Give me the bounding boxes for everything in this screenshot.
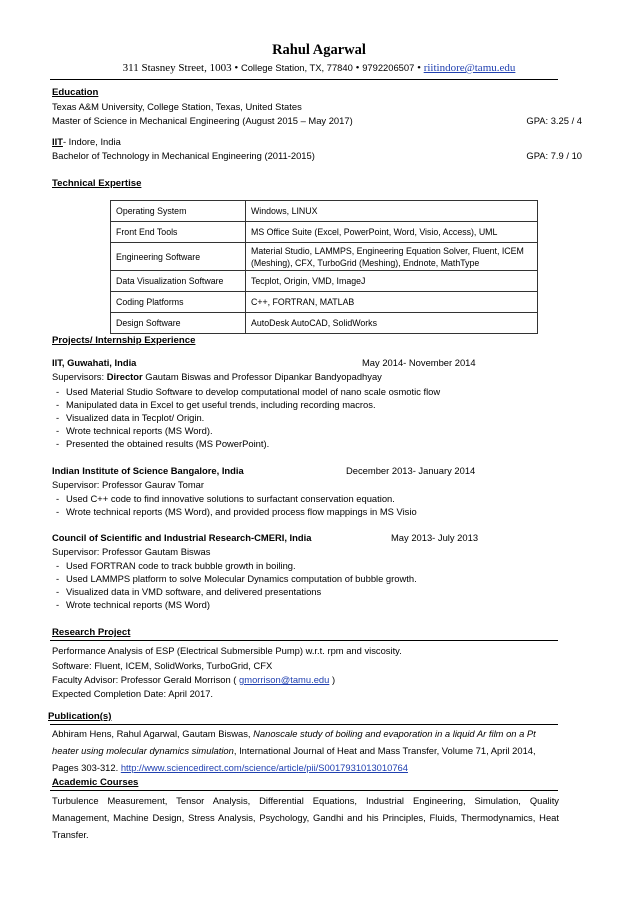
courses-divider <box>50 790 558 791</box>
research-heading: Research Project <box>52 627 131 638</box>
advisor-email-link[interactable]: gmorrison@tamu.edu <box>239 674 330 685</box>
list-item-text: Presented the obtained results (MS PowerPoint). <box>66 438 270 449</box>
street-address: 311 Stasney Street, 1003 <box>122 62 235 74</box>
advisor-label: Faculty Advisor: Professor Gerald Morrison ( <box>52 674 240 685</box>
dash-marker: - <box>56 506 60 517</box>
list-item <box>56 586 321 597</box>
skills-row <box>111 201 538 222</box>
projects-heading: Projects/ Internship Experience <box>52 335 196 346</box>
list-item <box>56 399 376 410</box>
skill-values: AutoDesk AutoCAD, SolidWorks <box>246 313 538 334</box>
iit-location: - Indore, India <box>62 136 121 147</box>
project-date: December 2013- January 2014 <box>346 465 476 476</box>
dash-marker: - <box>56 599 60 610</box>
iit-degree: Bachelor of Technology in Mechanical Engineering (2011-2015) <box>52 150 315 161</box>
tamu-gpa: GPA: 3.25 / 4 <box>526 115 582 126</box>
separator-dot: • <box>234 62 239 74</box>
dash-marker: - <box>56 493 60 504</box>
tamu-name: Texas A&M University, College Station, Texas, United States <box>52 101 302 112</box>
publication-title: Nanoscale study of boiling and evaporation in a liquid Ar film on a Pt heater using molecular dynamics simulation <box>52 728 536 756</box>
project-supervisor: Supervisor: Professor Gaurav Tomar <box>52 479 204 490</box>
skill-category: Design Software <box>111 313 246 334</box>
skill-values: Tecplot, Origin, VMD, ImageJ <box>246 271 538 292</box>
iit-gpa: GPA: 7.9 / 10 <box>526 150 582 161</box>
skill-values: Windows, LINUX <box>246 201 538 222</box>
list-item-text: Used FORTRAN code to track bubble growth in boiling. <box>66 560 296 571</box>
iit-abbr: IIT <box>52 136 63 147</box>
email-link[interactable]: riitindore@tamu.edu <box>423 62 516 74</box>
list-item-text: Manipulated data in Excel to get useful trends, including recording macros. <box>66 399 376 410</box>
candidate-name: Rahul Agarwal <box>272 42 366 58</box>
separator-dot: • <box>417 62 421 74</box>
skill-category: Coding Platforms <box>111 292 246 313</box>
dash-marker: - <box>56 586 60 597</box>
dash-marker: - <box>56 412 60 423</box>
advisor-close: ) <box>329 674 336 685</box>
list-item <box>56 573 417 584</box>
skill-values: C++, FORTRAN, MATLAB <box>246 292 538 313</box>
tamu-degree: Master of Science in Mechanical Engineering (August 2015 – May 2017) <box>52 115 353 126</box>
iit-indore-line <box>52 136 121 147</box>
research-software: Software: Fluent, ICEM, SolidWorks, TurboGrid, CFX <box>52 660 273 671</box>
list-item <box>56 560 296 571</box>
skill-values: Material Studio, LAMMPS, Engineering Equation Solver, Fluent, ICEM (Meshing), CFX, TurboGrid (Meshing), Endnote, MathType <box>246 243 538 271</box>
dash-marker: - <box>56 438 60 449</box>
skill-category: Front End Tools <box>111 222 246 243</box>
list-item-text: Used LAMMPS platform to solve Molecular Dynamics computation of bubble growth. <box>66 573 417 584</box>
supervisor-title: Director <box>106 371 143 382</box>
technical-heading: Technical Expertise <box>52 178 142 189</box>
phone-number: 9792206507 <box>362 62 415 73</box>
education-heading: Education <box>52 87 99 98</box>
courses-heading: Academic Courses <box>52 777 139 788</box>
separator-dot: • <box>355 62 360 74</box>
dash-marker: - <box>56 399 60 410</box>
list-item-text: Visualized data in VMD software, and delivered presentations <box>66 586 322 597</box>
skills-row <box>111 292 538 313</box>
publication-authors: Abhiram Hens, Rahul Agarwal, Gautam Biswas, <box>52 728 254 739</box>
courses-list: Turbulence Measurement, Tensor Analysis, Differential Equations, Industrial Engineering, Simulation, Quality Management, Machine Design, Stress Analysis, Psychology, Gandhi and his Principles, Fluids, Thermodynamics, Heat Transfer. <box>52 795 559 840</box>
city-address: College Station, TX, 77840 <box>240 62 353 73</box>
list-item <box>56 412 204 423</box>
research-title: Performance Analysis of ESP (Electrical Submersible Pump) w.r.t. rpm and viscosity. <box>52 645 402 656</box>
publication-url-link[interactable]: http://www.sciencedirect.com/science/article/pii/S0017931013010764 <box>120 762 408 773</box>
research-advisor <box>52 674 335 685</box>
skills-row <box>111 222 538 243</box>
research-completion: Expected Completion Date: April 2017. <box>52 688 214 699</box>
list-item-text: Wrote technical reports (MS Word). <box>66 425 213 436</box>
list-item <box>56 386 440 397</box>
list-item-text: Visualized data in Tecplot/ Origin. <box>66 412 205 423</box>
list-item <box>56 425 213 436</box>
dash-marker: - <box>56 425 60 436</box>
project-org: Indian Institute of Science Bangalore, India <box>52 465 244 476</box>
project-supervisor: Supervisor: Professor Gautam Biswas <box>52 546 211 557</box>
publication-heading: Publication(s) <box>48 711 112 722</box>
dash-marker: - <box>56 573 60 584</box>
list-item <box>56 493 395 504</box>
contact-line <box>0 62 638 74</box>
list-item <box>56 599 210 610</box>
supervisor-names: Gautam Biswas and Professor Dipankar Bandyopadhyay <box>142 371 382 382</box>
project-supervisors <box>52 371 382 382</box>
dash-marker: - <box>56 560 60 571</box>
skills-row <box>111 271 538 292</box>
project-date: May 2013- July 2013 <box>391 532 479 543</box>
publication-journal: , International Journal of Heat and Mass Transfer, Volume 71, April 2014, Pages 303-312. <box>52 745 536 773</box>
publication-citation <box>52 725 559 776</box>
skills-row <box>111 243 538 271</box>
skill-category: Operating System <box>111 201 246 222</box>
list-item-text: Wrote technical reports (MS Word), and provided process flow mappings in MS Visio <box>66 506 417 517</box>
list-item <box>56 438 269 449</box>
list-item-text: Wrote technical reports (MS Word) <box>66 599 210 610</box>
header-divider <box>50 79 558 80</box>
skills-table <box>110 200 538 334</box>
skill-values: MS Office Suite (Excel, PowerPoint, Word, Visio, Access), UML <box>246 222 538 243</box>
skill-category: Data Visualization Software <box>111 271 246 292</box>
dash-marker: - <box>56 386 60 397</box>
project-org: IIT, Guwahati, India <box>52 357 137 368</box>
supervisor-label: Supervisors: <box>52 371 107 382</box>
skill-category: Engineering Software <box>111 243 246 271</box>
list-item-text: Used Material Studio Software to develop computational model of nano scale osmotic flow <box>66 386 441 397</box>
project-date: May 2014- November 2014 <box>362 357 476 368</box>
project-org: Council of Scientific and Industrial Research-CMERI, India <box>52 532 312 543</box>
list-item <box>56 506 417 517</box>
research-divider <box>50 640 558 641</box>
list-item-text: Used C++ code to find innovative solutions to surfactant conservation equation. <box>66 493 395 504</box>
skills-row <box>111 313 538 334</box>
